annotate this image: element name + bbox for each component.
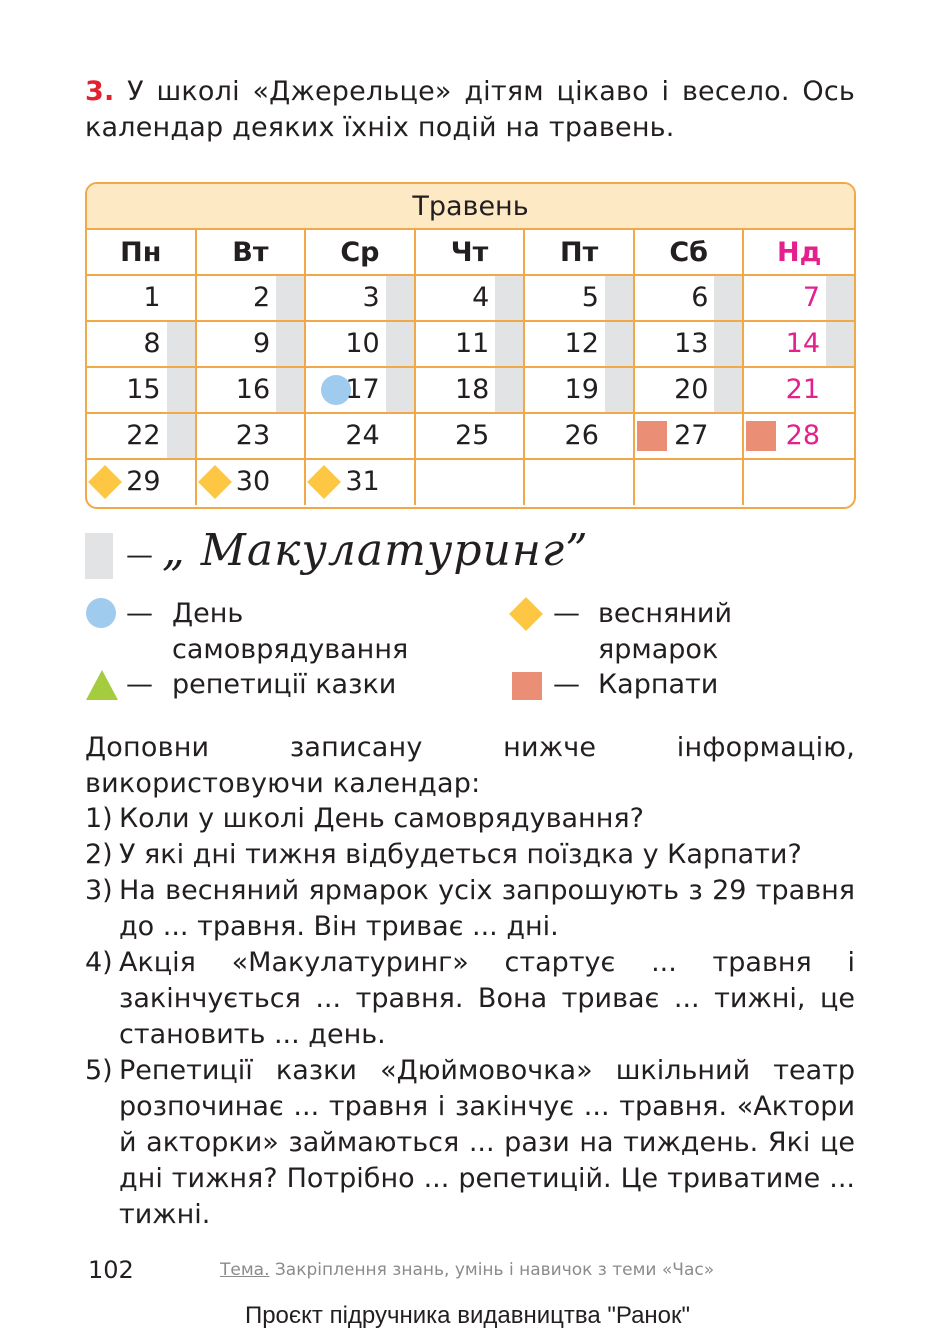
day-number: 18 [454, 374, 490, 405]
calendar-day-cell [744, 322, 854, 366]
square-icon [637, 421, 667, 451]
day-number: 28 [785, 420, 821, 451]
weekday-header: Пт [525, 230, 635, 274]
makulaturyng-mark [714, 368, 742, 412]
calendar-day-cell [744, 276, 854, 320]
weekday-header: Ср [306, 230, 416, 274]
calendar-day-cell [416, 414, 526, 458]
question-number: 4) [85, 947, 113, 978]
question-3 [85, 873, 855, 945]
calendar-day-cell [87, 368, 197, 412]
calendar-day-cell [306, 322, 416, 366]
question-5 [85, 1053, 855, 1233]
makulaturyng-mark [495, 322, 523, 366]
footer-topic-text: Закріплення знань, умінь і навичок з теми «Час» [274, 1260, 715, 1280]
calendar-day-cell [87, 276, 197, 320]
calendar-day-cell [87, 322, 197, 366]
legend-dash: — [553, 669, 580, 700]
calendar-day-cell [635, 414, 745, 458]
calendar-week-row [87, 414, 854, 460]
legend-circle-label-1: День [172, 598, 244, 629]
makulaturyng-mark [276, 276, 304, 320]
legend-gray-swatch [85, 533, 113, 579]
day-number: 31 [345, 466, 380, 497]
question-text: Коли у школі День самоврядування? [119, 803, 644, 834]
calendar-day-cell [416, 368, 526, 412]
makulaturyng-mark [276, 322, 304, 366]
weekday-header: Сб [635, 230, 745, 274]
day-number: 30 [235, 466, 271, 497]
makulaturyng-mark [826, 276, 854, 320]
day-number: 20 [674, 374, 709, 405]
day-number: 16 [235, 374, 271, 405]
makulaturyng-mark [714, 276, 742, 320]
calendar-day-cell [306, 460, 416, 505]
question-number: 3) [85, 875, 113, 906]
calendar-week-row [87, 322, 854, 368]
legend-dash: — [126, 598, 153, 629]
calendar-day-cell [197, 368, 307, 412]
calendar-weekdays [87, 230, 854, 276]
square-icon [746, 421, 776, 451]
day-number: 2 [252, 282, 271, 313]
day-number: 17 [345, 374, 380, 405]
calendar-day-cell [87, 414, 197, 458]
weekday-header: Нд [777, 237, 822, 268]
legend-diamond-label-2: ярмарок [598, 634, 719, 665]
question-text: У які дні тижня відбудеться поїздка у Карпати? [119, 839, 802, 870]
day-number: 11 [454, 328, 490, 359]
calendar-day-cell [635, 368, 745, 412]
diamond-icon [88, 465, 122, 499]
question-number: 1) [85, 803, 113, 834]
day-number: 14 [785, 328, 821, 359]
calendar-day-cell [306, 414, 416, 458]
calendar-day-cell [416, 322, 526, 366]
weekday-header: Вт [197, 230, 307, 274]
question-4 [85, 945, 855, 1053]
calendar-week-row [87, 368, 854, 414]
weekday-header: Пн [87, 230, 197, 274]
square-icon [512, 672, 542, 700]
day-number: 24 [345, 420, 380, 451]
question-text: На весняний ярмарок усіх запрошують з 29 травня до ... травня. Він триває ... дні. [119, 875, 855, 942]
question-number: 5) [85, 1055, 113, 1086]
calendar-day-cell [525, 322, 635, 366]
calendar-day-cell [744, 414, 854, 458]
makulaturyng-mark [167, 368, 195, 412]
diamond-icon [198, 465, 232, 499]
day-number: 25 [454, 420, 490, 451]
calendar-week-row [87, 276, 854, 322]
day-number: 6 [691, 282, 709, 313]
legend-triangle-label: репетиції казки [172, 669, 397, 700]
day-number: 4 [472, 282, 490, 313]
day-number: 27 [674, 420, 709, 451]
calendar-day-cell [197, 414, 307, 458]
day-number: 21 [785, 374, 821, 405]
calendar-day-cell [416, 276, 526, 320]
task-number: 3. [85, 76, 115, 107]
calendar-day-cell [197, 276, 307, 320]
calendar-day-cell [87, 460, 197, 505]
makulaturyng-mark [386, 368, 414, 412]
legend-square-label: Карпати [598, 669, 719, 700]
calendar-month: Травень [87, 184, 854, 230]
makulaturyng-mark [495, 276, 523, 320]
day-number: 13 [674, 328, 709, 359]
day-number: 5 [581, 282, 599, 313]
diamond-icon [509, 597, 543, 631]
day-number: 23 [235, 420, 271, 451]
day-number: 3 [362, 282, 380, 313]
makulaturyng-mark [605, 322, 633, 366]
calendar-day-cell [416, 460, 526, 505]
legend-dash: — [553, 598, 580, 629]
calendar-day-cell [306, 276, 416, 320]
makulaturyng-mark [495, 368, 523, 412]
legend-dash: — [126, 669, 153, 700]
footer-topic-label: Тема. [220, 1260, 270, 1280]
legend-makulaturyng: „ Макулатуринг” [162, 525, 589, 576]
calendar-day-cell [635, 322, 745, 366]
day-number: 1 [143, 282, 161, 313]
calendar-day-cell [635, 460, 745, 505]
day-number: 9 [252, 328, 271, 359]
triangle-icon [86, 670, 118, 700]
makulaturyng-mark [276, 368, 304, 412]
calendar-day-cell [635, 276, 745, 320]
makulaturyng-mark [826, 322, 854, 366]
task-intro-text: У школі «Джерельце» дітям цікаво і весело. Ось календар деяких їхніх подій на травень. [85, 76, 855, 143]
watermark: Проєкт підручника видавництва "Ранок" [244, 1302, 691, 1329]
weekday-header: Чт [416, 230, 526, 274]
day-number: 19 [564, 374, 599, 405]
makulaturyng-mark [714, 322, 742, 366]
makulaturyng-mark [605, 276, 633, 320]
day-number: 29 [126, 466, 161, 497]
calendar-week-row [87, 460, 854, 505]
calendar-day-cell [197, 322, 307, 366]
legend-diamond-label-1: весняний [598, 598, 733, 629]
makulaturyng-mark [167, 414, 195, 458]
calendar-day-cell [525, 460, 635, 505]
day-number: 7 [802, 282, 821, 313]
calendar [85, 182, 856, 509]
makulaturyng-mark [386, 322, 414, 366]
calendar-day-cell [197, 460, 307, 505]
question-1 [85, 801, 855, 837]
day-number: 15 [126, 374, 161, 405]
calendar-day-cell [744, 460, 854, 505]
question-number: 2) [85, 839, 113, 870]
day-number: 26 [564, 420, 599, 451]
page-number: 102 [88, 1256, 134, 1284]
task-intro [85, 74, 855, 146]
day-number: 22 [126, 420, 161, 451]
instruction: Доповни записану нижче інформацію, використовуючи календар: [85, 732, 855, 799]
question-2 [85, 837, 855, 873]
question-text: Репетиції казки «Дюймовочка» шкільний театр розпочинає ... травня і закінчує ... травня. «Актори й акторки» займаються ... рази на тиждень. Які це дні тижня? Потрібно ... репетицій. Це триватиме ... тижні. [119, 1055, 855, 1230]
day-number: 10 [345, 328, 380, 359]
calendar-day-cell [744, 368, 854, 412]
calendar-day-cell [525, 276, 635, 320]
day-number: 8 [143, 328, 161, 359]
legend-circle-label-2: самоврядування [172, 634, 409, 665]
circle-icon [86, 598, 116, 628]
question-text: Акція «Макулатуринг» стартує ... травня і закінчується ... травня. Вона триває ... тижні, це становить ... день. [119, 947, 855, 1050]
makulaturyng-mark [167, 322, 195, 366]
legend-dash: — [126, 540, 153, 571]
footer-topic [220, 1260, 714, 1280]
calendar-day-cell [306, 368, 416, 412]
makulaturyng-mark [605, 368, 633, 412]
makulaturyng-mark [386, 276, 414, 320]
calendar-body [87, 276, 854, 505]
calendar-day-cell [525, 368, 635, 412]
day-number: 12 [564, 328, 599, 359]
diamond-icon [307, 465, 341, 499]
calendar-day-cell [525, 414, 635, 458]
